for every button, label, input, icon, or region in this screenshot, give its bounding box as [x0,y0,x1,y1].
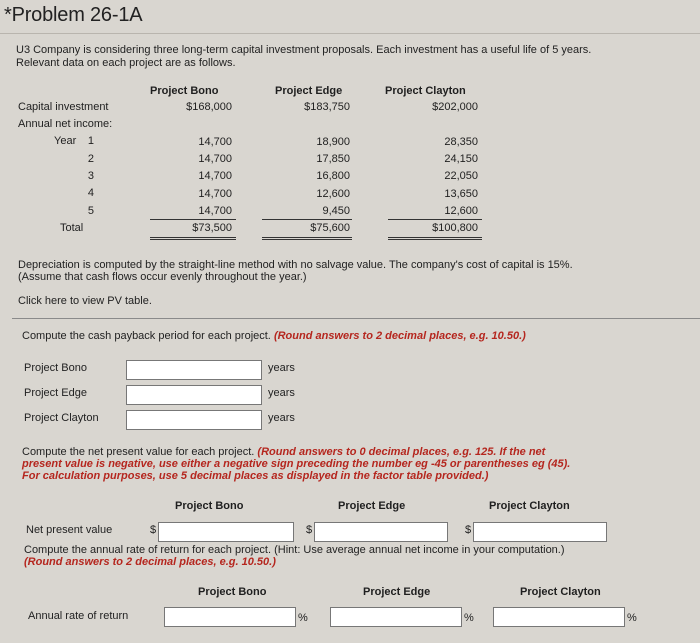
income-edge: 9,450 [322,205,350,217]
problem-title: *Problem 26-1A [4,4,143,26]
arr-unit: % [464,612,474,624]
total-label: Total [60,222,84,234]
arr-header-bono: Project Bono [198,586,267,598]
payback-label-clayton: Project Clayton [24,412,99,424]
npv-currency: $ [150,524,157,536]
year-label: Year [54,135,77,147]
income-edge: 12,600 [316,188,350,200]
npv-hint-line-3: For calculation purposes, use 5 decimal places as displayed in the factor table provided.) [22,470,489,482]
income-bono: 14,700 [198,188,232,200]
year-number: 3 [87,170,94,182]
annual-income-label: Annual net income: [18,118,113,130]
total-double-underline [262,239,352,240]
npv-header-clayton: Project Clayton [489,500,570,512]
arr-row-label: Annual rate of return [28,610,129,622]
npv-row-label: Net present value [26,524,113,536]
npv-input-bono[interactable] [158,522,294,542]
npv-currency: $ [465,524,472,536]
npv-header-bono: Project Bono [175,500,244,512]
total-clayton: $100,800 [432,222,478,234]
year-number: 5 [87,205,94,217]
pv-table-link[interactable]: Click here to view PV table. [18,295,152,307]
arr-hint: (Round answers to 2 decimal places, e.g. 10.50.) [24,556,276,568]
total-double-underline [388,239,482,240]
depreciation-line-1: Depreciation is computed by the straight-line method with no salvage value. The company's cost of capital is 15%. [18,259,573,271]
npv-prompt [22,446,545,458]
payback-prompt [22,330,526,342]
payback-label-bono: Project Bono [24,362,87,374]
income-clayton: 12,600 [444,205,478,217]
year-number: 2 [87,153,94,165]
npv-prompt-text: Compute the net present value for each project. [22,446,255,458]
total-underline [262,219,352,220]
total-underline [150,219,236,220]
capital-edge: $183,750 [304,101,350,113]
npv-input-edge[interactable] [314,522,448,542]
total-double-underline [150,237,236,238]
header-clayton: Project Clayton [385,85,466,97]
intro-line-1: U3 Company is considering three long-term capital investment proposals. Each investment has a useful life of 5 years. [16,44,592,56]
income-clayton: 13,650 [444,188,478,200]
payback-hint: (Round answers to 2 decimal places, e.g. 10.50.) [273,330,526,342]
header-bono: Project Bono [150,85,219,97]
year-number: 4 [87,187,94,199]
npv-currency: $ [306,524,313,536]
title-divider [0,33,700,34]
npv-hint-line-2: present value is negative, use either a negative sign preceding the number eg -45 or parentheses eg (45). [22,458,571,470]
income-bono: 14,700 [198,153,232,165]
payback-unit: years [268,387,295,399]
total-double-underline [388,237,482,238]
income-edge: 17,850 [316,153,350,165]
total-edge: $75,600 [310,222,350,234]
payback-unit: years [268,412,295,424]
income-bono: 14,700 [198,170,232,182]
npv-header-edge: Project Edge [338,500,406,512]
payback-input-bono[interactable] [126,360,262,380]
total-double-underline [262,237,352,238]
income-bono: 14,700 [198,205,232,217]
arr-input-edge[interactable] [330,607,462,627]
arr-unit: % [298,612,308,624]
income-bono: 14,700 [198,136,232,148]
total-underline [388,219,482,220]
payback-input-clayton[interactable] [126,410,262,430]
npv-hint-line-1: (Round answers to 0 decimal places, e.g. 125. If the net [257,446,546,458]
capital-clayton: $202,000 [432,101,478,113]
payback-label-edge: Project Edge [24,387,87,399]
income-clayton: 22,050 [444,170,478,182]
arr-input-clayton[interactable] [493,607,625,627]
depreciation-line-2: (Assume that cash flows occur evenly throughout the year.) [18,271,307,283]
capital-bono: $168,000 [186,101,232,113]
header-edge: Project Edge [275,85,343,97]
arr-prompt: Compute the annual rate of return for each project. (Hint: Use average annual net income in your computation.) [24,544,565,556]
npv-input-clayton[interactable] [473,522,607,542]
arr-input-bono[interactable] [164,607,296,627]
arr-header-edge: Project Edge [363,586,431,598]
income-edge: 16,800 [316,170,350,182]
income-clayton: 24,150 [444,153,478,165]
payback-unit: years [268,362,295,374]
income-clayton: 28,350 [444,136,478,148]
year-number: 1 [87,135,94,147]
arr-unit: % [627,612,637,624]
arr-header-clayton: Project Clayton [520,586,601,598]
income-edge: 18,900 [316,136,350,148]
payback-prompt-text: Compute the cash payback period for each project. [22,330,271,342]
intro-line-2: Relevant data on each project are as follows. [16,57,236,69]
capital-label: Capital investment [18,101,109,113]
total-bono: $73,500 [192,222,232,234]
total-double-underline [150,239,236,240]
payback-input-edge[interactable] [126,385,262,405]
section-divider [12,318,700,319]
